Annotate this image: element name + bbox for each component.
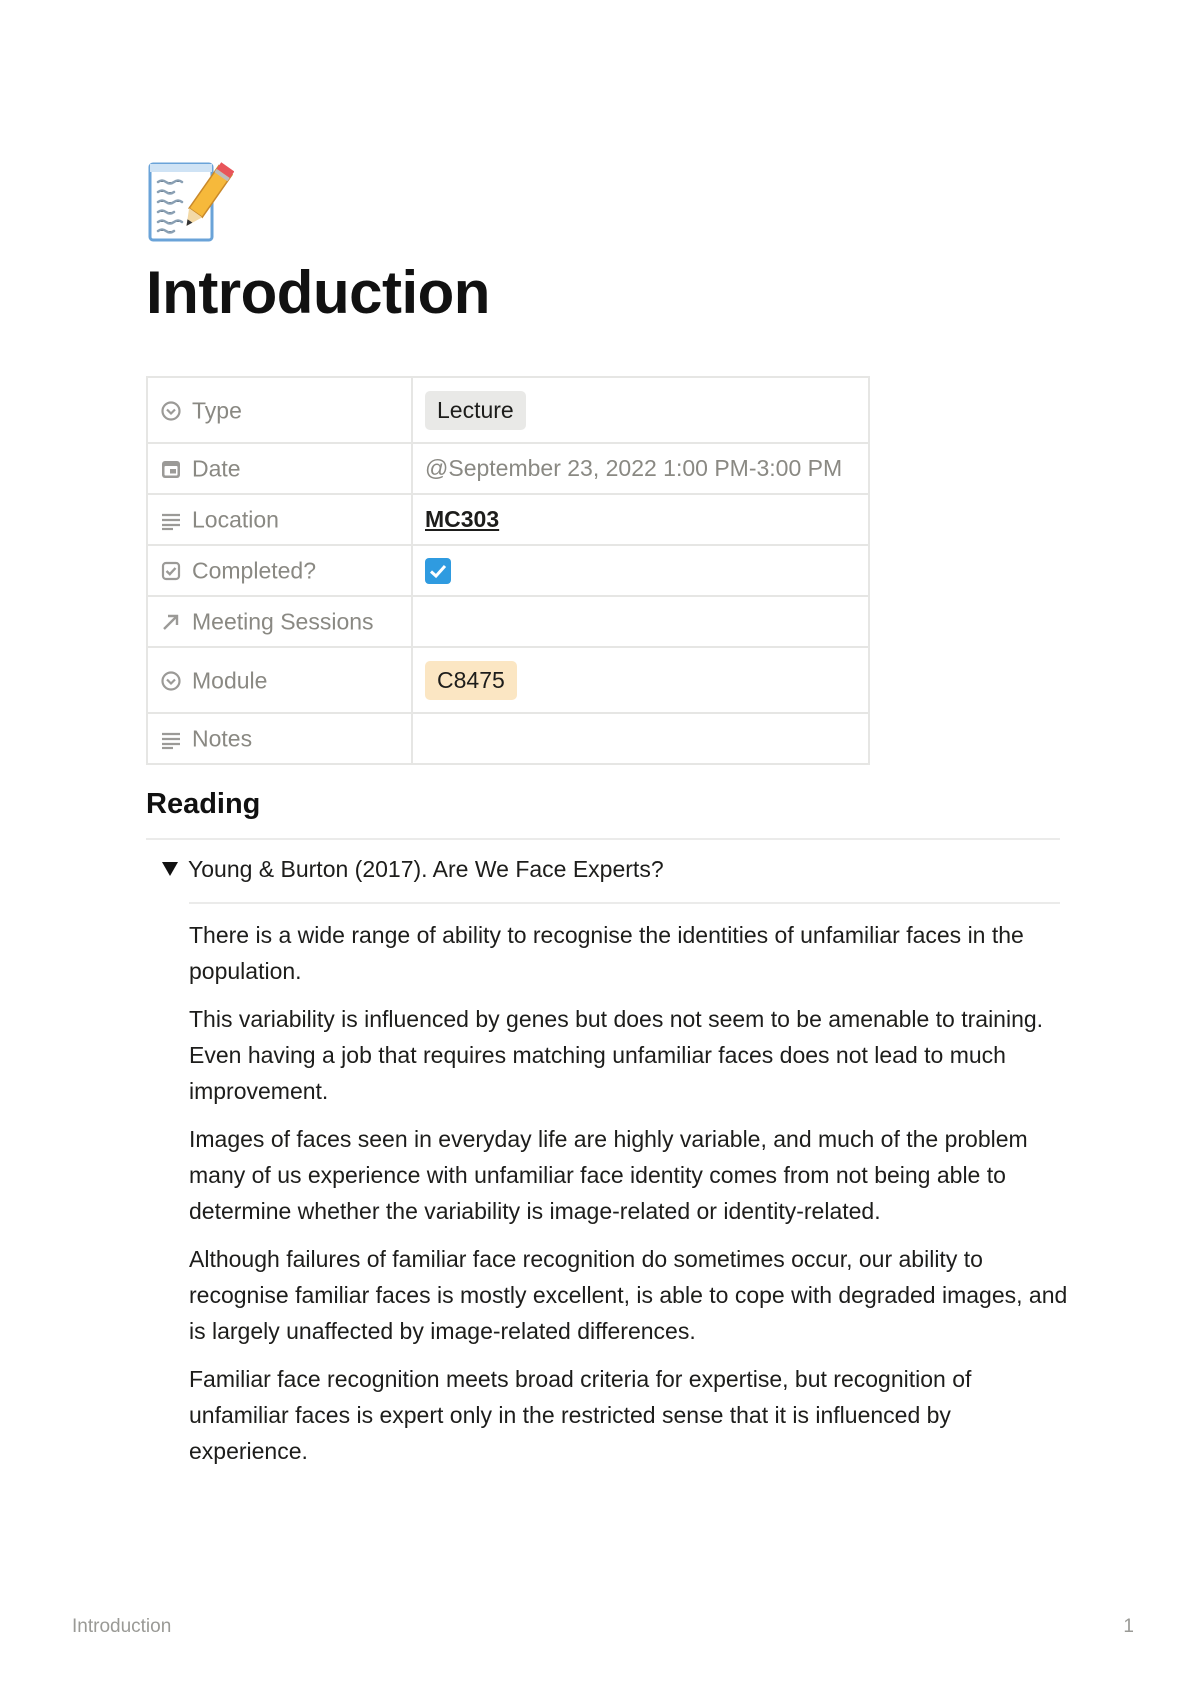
text-lines-icon — [160, 509, 182, 531]
property-name-module[interactable]: Module — [147, 647, 412, 713]
date-value[interactable]: @September 23, 2022 1:00 PM-3:00 PM — [425, 455, 843, 481]
property-row-completed — [147, 545, 869, 596]
select-icon — [160, 400, 182, 422]
calendar-icon — [160, 458, 182, 480]
property-row-type — [147, 377, 869, 443]
properties-table — [146, 376, 870, 765]
text-lines-icon — [160, 728, 182, 750]
property-value-meeting-sessions[interactable] — [412, 596, 869, 647]
property-row-meeting-sessions — [147, 596, 869, 647]
property-name-notes[interactable]: Notes — [147, 713, 412, 764]
property-row-notes — [147, 713, 869, 764]
checkbox-icon — [160, 560, 182, 582]
toggle-divider — [189, 902, 1060, 904]
location-link[interactable]: MC303 — [425, 506, 500, 532]
heading-divider — [146, 838, 1060, 840]
reading-toggle[interactable] — [162, 856, 664, 883]
property-value-location[interactable] — [412, 494, 869, 545]
section-heading-reading: Reading — [146, 788, 261, 820]
paragraph: Images of faces seen in everyday life are highly variable, and much of the problem many of us experience with unfamiliar face identity comes from not being able to determine whether the variability is image-related or identity-related. — [189, 1126, 1028, 1224]
page-title: Introduction — [146, 259, 490, 326]
relation-arrow-icon — [160, 611, 182, 633]
paragraph: Although failures of familiar face recognition do sometimes occur, our ability to recognise familiar faces is mostly excellent, is able to cope with degraded images, and is largely unaffected by image-related differences. — [189, 1246, 1068, 1344]
module-tag[interactable]: C8475 — [425, 661, 517, 700]
property-name-date[interactable]: Date — [147, 443, 412, 494]
paragraph: This variability is influenced by genes but does not seem to be amenable to training. Even having a job that requires matching unfamiliar faces does not lead to much improvement. — [189, 1006, 1044, 1104]
completed-checkbox[interactable] — [425, 558, 451, 584]
property-row-module — [147, 647, 869, 713]
property-name-type[interactable]: Type — [147, 377, 412, 443]
paragraph: There is a wide range of ability to recognise the identities of unfamiliar faces in the population. — [189, 922, 1024, 984]
type-tag[interactable]: Lecture — [425, 391, 526, 430]
property-name-location[interactable]: Location — [147, 494, 412, 545]
property-value-completed[interactable] — [412, 545, 869, 596]
page-number: 1 — [1123, 1616, 1134, 1637]
memo-pencil-icon — [148, 158, 234, 244]
property-value-notes[interactable] — [412, 713, 869, 764]
select-icon — [160, 670, 182, 692]
toggle-triangle-icon[interactable] — [162, 862, 178, 876]
paragraph: Familiar face recognition meets broad criteria for expertise, but recognition of unfamiliar faces is expert only in the restricted sense that it is influenced by experience. — [189, 1366, 972, 1464]
footer-title: Introduction — [72, 1616, 172, 1637]
property-row-location — [147, 494, 869, 545]
property-row-date — [147, 443, 869, 494]
property-value-type[interactable] — [412, 377, 869, 443]
toggle-label: Young & Burton (2017). Are We Face Experts? — [188, 856, 664, 882]
property-name-completed[interactable]: Completed? — [147, 545, 412, 596]
property-name-meeting-sessions[interactable]: Meeting Sessions — [147, 596, 412, 647]
reading-notes — [189, 917, 1069, 1481]
property-value-module[interactable] — [412, 647, 869, 713]
property-value-date[interactable] — [412, 443, 869, 494]
